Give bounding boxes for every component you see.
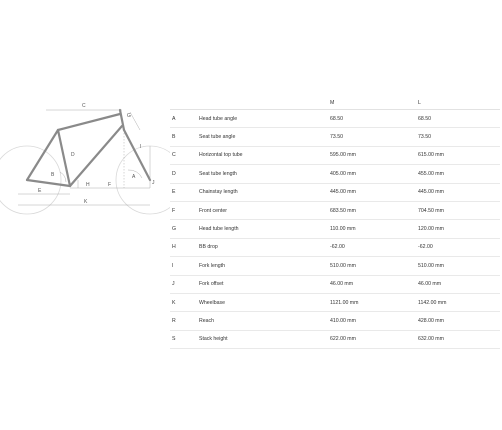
row-value-m: 73.50 (330, 134, 343, 141)
row-measurement-name: Head tube angle (199, 115, 238, 122)
row-value-l: 510.00 mm (418, 262, 444, 269)
row-value-l: 615.00 mm (418, 152, 444, 159)
row-measurement-name: Wheelbase (199, 299, 225, 306)
row-value-m: 683.50 mm (330, 207, 356, 214)
diagram-label-j: J (152, 180, 155, 186)
diagram-label-c: C (82, 103, 86, 109)
row-value-l: 120.00 mm (418, 226, 444, 233)
row-value-l: 46.00 mm (418, 281, 442, 288)
front-wheel (116, 146, 170, 214)
row-value-l: -62.00 (418, 244, 433, 251)
row-value-m: 405.00 mm (330, 170, 356, 177)
table-row (170, 184, 500, 202)
row-letter: B (172, 134, 176, 141)
table-row (170, 147, 500, 165)
row-value-m: 410.00 mm (330, 317, 356, 324)
table-row (170, 257, 500, 275)
row-measurement-name: Head tube length (199, 226, 239, 233)
row-value-l: 1142.00 mm (418, 299, 447, 306)
table-row (170, 294, 500, 312)
geometry-diagram (0, 86, 170, 216)
table-row (170, 202, 500, 220)
table-row (170, 331, 500, 349)
row-measurement-name: Stack height (199, 336, 228, 343)
row-value-m: 445.00 mm (330, 189, 356, 196)
row-measurement-name: Chainstay length (199, 189, 238, 196)
row-letter: I (172, 262, 174, 269)
row-value-l: 73.50 (418, 134, 431, 141)
row-letter: F (172, 207, 176, 214)
table-body (170, 110, 500, 349)
row-measurement-name: Fork offset (199, 281, 224, 288)
row-value-m: 510.00 mm (330, 262, 356, 269)
row-value-m: 68.50 (330, 115, 343, 122)
bike-frame-illustration (0, 86, 170, 216)
row-measurement-name: BB drop (199, 244, 218, 251)
row-value-l: 68.50 (418, 115, 431, 122)
column-header-l: L (418, 100, 421, 106)
row-letter: R (172, 317, 176, 324)
diagram-label-e: E (38, 188, 42, 194)
table-row (170, 312, 500, 330)
diagram-label-b: B (51, 172, 55, 178)
column-header-m: M (330, 100, 335, 106)
row-measurement-name: Seat tube length (199, 170, 237, 177)
row-value-m: 622.00 mm (330, 336, 356, 343)
row-value-l: 632.00 mm (418, 336, 444, 343)
row-value-m: 1121.00 mm (330, 299, 359, 306)
diagram-label-f: F (108, 182, 112, 188)
table-row (170, 276, 500, 294)
geometry-table (170, 92, 500, 349)
row-letter: J (172, 281, 175, 288)
diagram-label-i: I (140, 144, 142, 150)
row-value-l: 445.00 mm (418, 189, 444, 196)
table-row (170, 239, 500, 257)
row-value-l: 704.50 mm (418, 207, 444, 214)
diagram-label-g: G (127, 113, 131, 119)
row-value-l: 455.00 mm (418, 170, 444, 177)
table-row (170, 220, 500, 238)
row-value-m: 46.00 mm (330, 281, 354, 288)
table-row (170, 165, 500, 183)
row-letter: E (172, 189, 176, 196)
row-letter: H (172, 244, 176, 251)
table-row (170, 128, 500, 146)
diagram-label-h: H (86, 182, 90, 188)
row-letter: D (172, 170, 176, 177)
row-value-m: 110.00 mm (330, 226, 356, 233)
row-measurement-name: Front center (199, 207, 227, 214)
row-measurement-name: Seat tube angle (199, 134, 236, 141)
row-letter: S (172, 336, 176, 343)
row-letter: A (172, 115, 176, 122)
row-letter: C (172, 152, 176, 159)
diagram-label-d: D (71, 152, 75, 158)
diagram-label-k: K (84, 199, 88, 205)
row-letter: K (172, 299, 176, 306)
diagram-label-a: A (132, 174, 136, 180)
row-measurement-name: Horizontal top tube (199, 152, 243, 159)
row-measurement-name: Fork length (199, 262, 225, 269)
row-value-l: 428.00 mm (418, 317, 444, 324)
table-row (170, 110, 500, 128)
row-value-m: 595.00 mm (330, 152, 356, 159)
row-value-m: -62.00 (330, 244, 345, 251)
row-letter: G (172, 226, 177, 233)
row-measurement-name: Reach (199, 317, 214, 324)
table-header (170, 92, 500, 110)
